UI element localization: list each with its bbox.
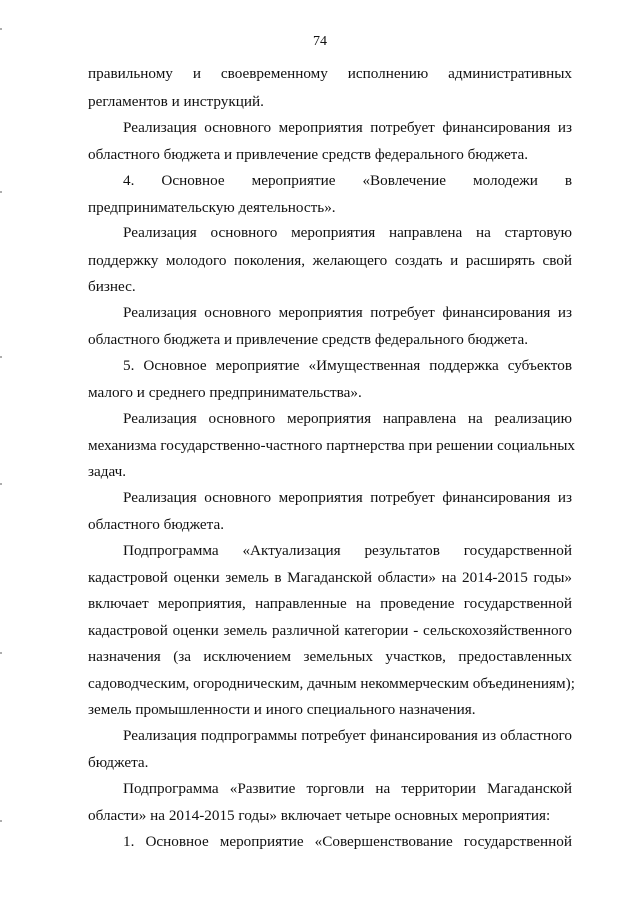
text-line: Реализация основного мероприятия потребует финансирования из [123, 489, 572, 506]
text-line: Реализация подпрограммы потребует финансирования из областного [123, 727, 572, 744]
text-line: областного бюджета и привлечение средств федерального бюджета. [88, 146, 529, 163]
text-line: механизма государственно-частного партнерства при решении социальных [88, 437, 575, 454]
text-line: правильному и своевременному исполнению административных [88, 65, 572, 82]
text-line: Реализация основного мероприятия потребует финансирования из [123, 119, 572, 136]
text-line: Подпрограмма «Развитие торговли на территории Магаданской [123, 780, 572, 797]
text-line: включает мероприятия, направленные на проведение государственной [88, 595, 572, 612]
text-line: садоводческим, огородническим, дачным некоммерческим объединениям); [88, 675, 575, 692]
scan-edge-mark [0, 483, 2, 485]
scan-edge-mark [0, 356, 2, 358]
text-line: Подпрограмма «Актуализация результатов государственной [123, 542, 572, 559]
text-line: регламентов и инструкций. [88, 93, 264, 110]
text-line: Реализация основного мероприятия направлена на стартовую [123, 224, 572, 241]
text-line: поддержку молодого поколения, желающего создать и расширять свой [88, 252, 572, 269]
text-line: 5. Основное мероприятие «Имущественная поддержка субъектов [123, 357, 572, 374]
text-line: земель промышленности и иного специального назначения. [88, 701, 476, 718]
text-line: малого и среднего предпринимательства». [88, 384, 362, 401]
text-line: Реализация основного мероприятия направлена на реализацию [123, 410, 572, 427]
text-line: кадастровой оценки земель различной категории - сельскохозяйственного [88, 622, 572, 639]
text-line: областного бюджета. [88, 516, 225, 533]
scan-edge-mark [0, 820, 2, 822]
text-line: областного бюджета и привлечение средств федерального бюджета. [88, 331, 529, 348]
text-line: 4. Основное мероприятие «Вовлечение молодежи в [123, 172, 572, 189]
page-number: 74 [313, 34, 327, 49]
text-line: 1. Основное мероприятие «Совершенствование государственной [123, 833, 572, 850]
scan-edge-mark [0, 28, 2, 30]
text-line: задач. [88, 463, 127, 480]
scan-edge-mark [0, 191, 2, 193]
text-line: Реализация основного мероприятия потребует финансирования из [123, 304, 572, 321]
text-line: назначения (за исключением земельных участков, предоставленных [88, 648, 572, 665]
scan-edge-mark [0, 652, 2, 654]
text-line: области» на 2014-2015 годы» включает четыре основных мероприятия: [88, 807, 551, 824]
text-line: бюджета. [88, 754, 149, 771]
text-line: предпринимательскую деятельность». [88, 199, 336, 216]
text-line: кадастровой оценки земель в Магаданской области» на 2014-2015 годы» [88, 569, 572, 586]
text-line: бизнес. [88, 278, 136, 295]
